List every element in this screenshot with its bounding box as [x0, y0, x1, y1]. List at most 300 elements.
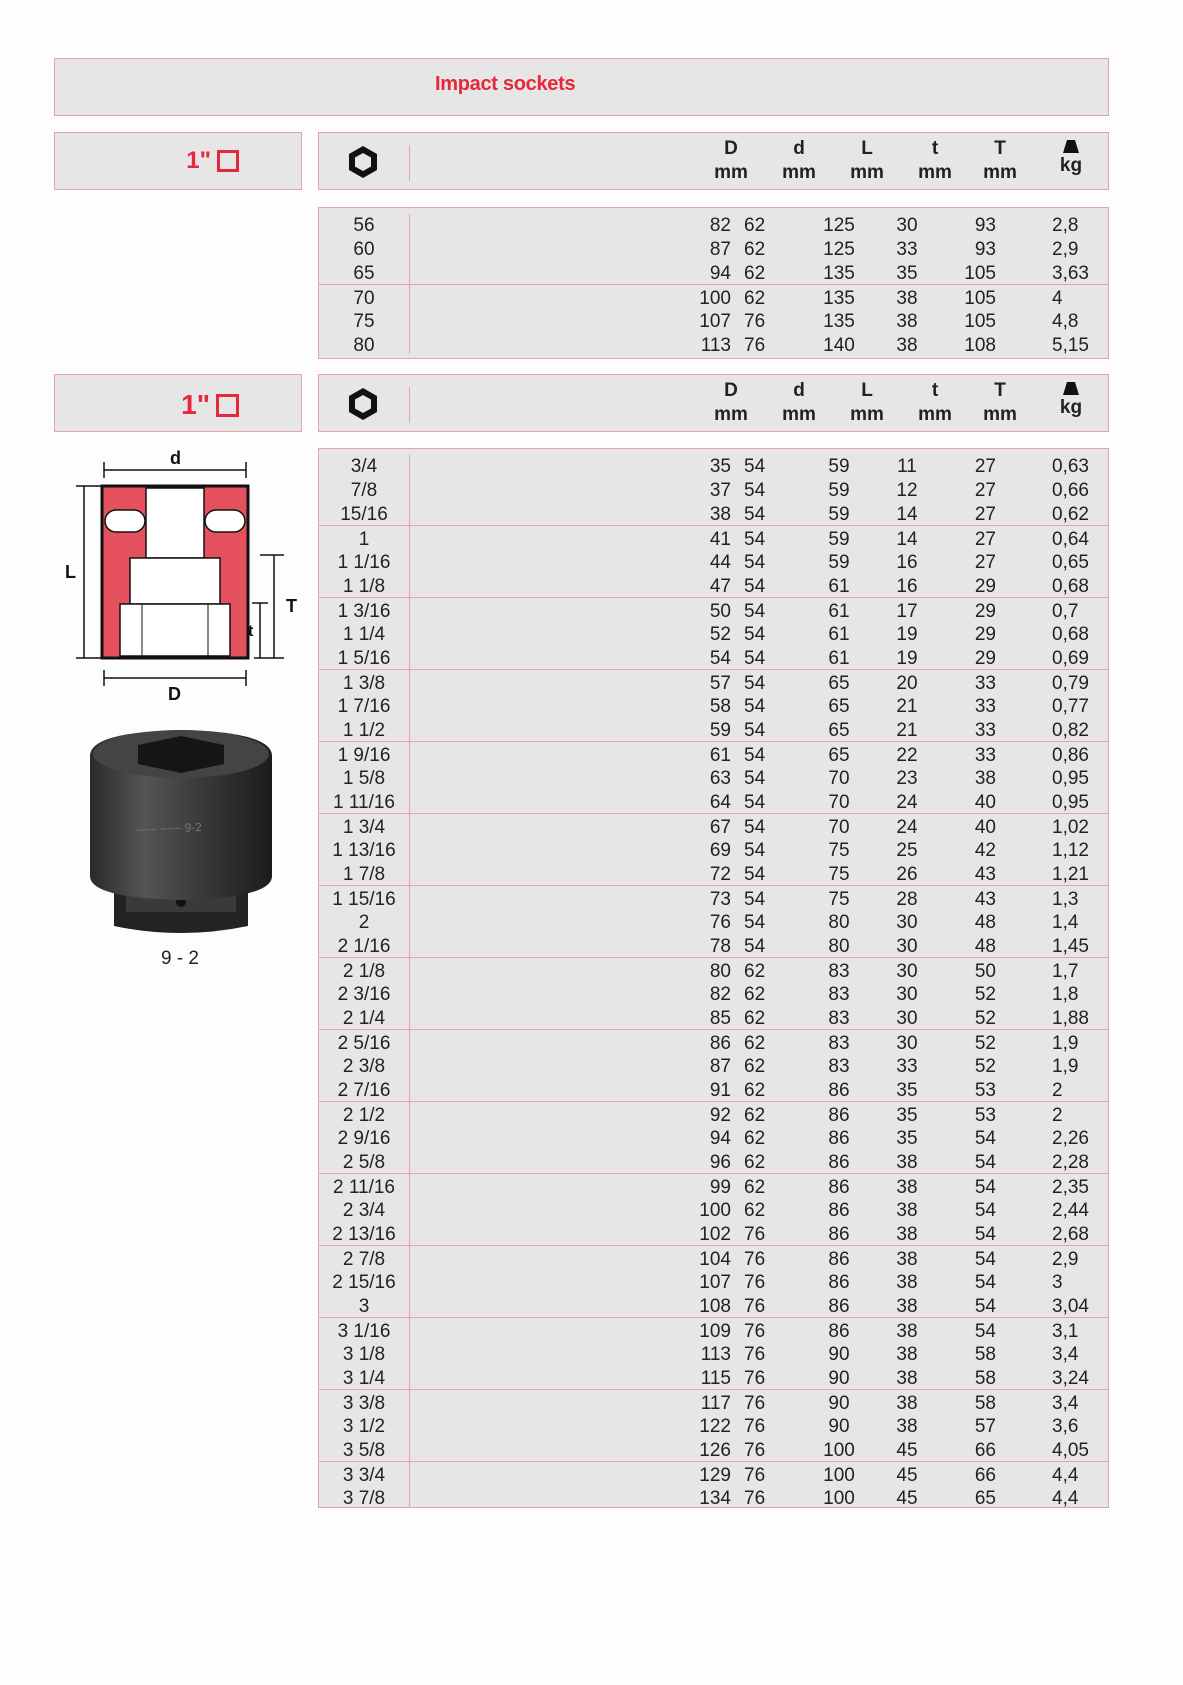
square-drive-icon — [216, 394, 239, 417]
diagram-label-L: L — [65, 562, 76, 582]
cell-kg: 4,4 — [1052, 1488, 1079, 1509]
cell-L: 135 — [823, 263, 855, 284]
cell-t: 38 — [896, 1249, 918, 1270]
table-row — [319, 765, 1108, 789]
cell-T: 57 — [974, 1416, 996, 1437]
diagram-label-t: t — [248, 623, 254, 640]
cell-kg: 2,68 — [1052, 1224, 1089, 1245]
col-header-d: d mm — [782, 138, 816, 183]
cell-T: 66 — [974, 1465, 996, 1486]
diagram-label-d: d — [170, 448, 181, 468]
cell-t: 30 — [896, 1008, 918, 1029]
cell-d: 62 — [744, 1152, 766, 1173]
cell-T: 40 — [974, 792, 996, 813]
table-row — [319, 933, 1108, 957]
cell-size: 1 11/16 — [333, 792, 395, 813]
col-header-D: D mm — [714, 138, 748, 183]
cell-kg: 3,1 — [1052, 1321, 1079, 1342]
cell-d: 54 — [744, 840, 766, 861]
cell-d: 54 — [744, 768, 766, 789]
cell-size: 1 1/8 — [342, 576, 386, 597]
cell-L: 135 — [823, 288, 855, 309]
cell-t: 19 — [896, 648, 918, 669]
cell-kg: 0,64 — [1052, 529, 1089, 550]
cell-kg: 2 — [1052, 1105, 1063, 1126]
hexagon-icon — [345, 386, 381, 422]
cell-t: 24 — [896, 792, 918, 813]
cell-t: 25 — [896, 840, 918, 861]
cell-D: 47 — [709, 576, 731, 597]
table-row — [319, 1029, 1108, 1054]
cell-D: 54 — [709, 648, 731, 669]
cell-T: 27 — [974, 504, 996, 525]
socket-dimension-diagram — [62, 448, 312, 704]
cell-d: 54 — [744, 889, 766, 910]
cell-D: 99 — [709, 1177, 731, 1198]
cell-size: 1 5/8 — [342, 768, 386, 789]
table-row — [319, 717, 1108, 741]
cell-t: 33 — [896, 239, 918, 260]
table-row — [319, 645, 1108, 669]
cell-D: 87 — [709, 239, 731, 260]
table-row — [319, 597, 1108, 622]
drive-size-label: 1" — [181, 389, 210, 420]
cell-L: 65 — [828, 720, 850, 741]
cell-D: 134 — [699, 1488, 731, 1509]
cell-t: 12 — [896, 480, 918, 501]
cell-D: 85 — [709, 1008, 731, 1029]
table-row — [319, 861, 1108, 885]
cell-D: 78 — [709, 936, 731, 957]
cell-L: 86 — [828, 1321, 850, 1342]
cell-t: 21 — [896, 696, 918, 717]
cell-L: 75 — [828, 889, 850, 910]
cell-kg: 0,95 — [1052, 768, 1089, 789]
cell-d: 62 — [744, 1056, 766, 1077]
cell-d: 62 — [744, 984, 766, 1005]
cell-D: 52 — [709, 624, 731, 645]
cell-size: 2 1/4 — [342, 1008, 386, 1029]
col-header-t: t mm — [918, 380, 952, 425]
cell-kg: 0,82 — [1052, 720, 1089, 741]
cell-size: 1 1/4 — [342, 624, 386, 645]
cell-t: 21 — [896, 720, 918, 741]
cell-t: 30 — [896, 961, 918, 982]
cell-T: 52 — [974, 984, 996, 1005]
cell-L: 86 — [828, 1249, 850, 1270]
cell-T: 66 — [974, 1440, 996, 1461]
cell-L: 83 — [828, 1008, 850, 1029]
cell-L: 59 — [828, 504, 850, 525]
cell-t: 23 — [896, 768, 918, 789]
table-row — [319, 789, 1108, 813]
table-row — [319, 693, 1108, 717]
table-row — [319, 573, 1108, 597]
cell-D: 80 — [709, 961, 731, 982]
cell-t: 38 — [896, 1272, 918, 1293]
cell-size: 56 — [353, 215, 375, 236]
cell-t: 35 — [896, 263, 918, 284]
cell-T: 54 — [974, 1296, 996, 1317]
cell-L: 65 — [828, 673, 850, 694]
cell-L: 100 — [823, 1465, 855, 1486]
cell-t: 19 — [896, 624, 918, 645]
cell-L: 90 — [828, 1393, 850, 1414]
cell-size: 15/16 — [340, 504, 388, 525]
cell-D: 113 — [700, 335, 731, 356]
col-header-t: t mm — [918, 138, 952, 183]
cell-d: 76 — [744, 1393, 766, 1414]
cell-d: 54 — [744, 817, 766, 838]
cell-L: 61 — [828, 648, 850, 669]
cell-t: 22 — [896, 745, 918, 766]
cell-D: 38 — [709, 504, 731, 525]
table-row — [319, 837, 1108, 861]
cell-L: 86 — [828, 1177, 850, 1198]
table-row — [319, 1005, 1108, 1029]
table-row — [319, 621, 1108, 645]
cell-D: 94 — [709, 1128, 731, 1149]
cell-T: 48 — [974, 912, 996, 933]
cell-T: 93 — [974, 239, 996, 260]
table-row — [319, 1437, 1108, 1461]
cell-kg: 0,69 — [1052, 648, 1089, 669]
cell-t: 14 — [896, 529, 918, 550]
cell-D: 96 — [709, 1152, 731, 1173]
cell-L: 65 — [828, 745, 850, 766]
cell-d: 62 — [744, 1008, 766, 1029]
cell-d: 54 — [744, 673, 766, 694]
cell-D: 82 — [709, 984, 731, 1005]
cell-kg: 1,9 — [1052, 1033, 1079, 1054]
cell-kg: 0,95 — [1052, 792, 1089, 813]
cell-L: 83 — [828, 1056, 850, 1077]
photo-caption: 9 - 2 — [160, 948, 200, 969]
cell-kg: 3,4 — [1052, 1344, 1079, 1365]
table-row — [319, 741, 1108, 766]
cell-size: 2 — [358, 912, 370, 933]
cell-d: 62 — [744, 1200, 766, 1221]
cell-kg: 4,05 — [1052, 1440, 1089, 1461]
cell-d: 76 — [744, 1465, 766, 1486]
cell-t: 17 — [896, 601, 918, 622]
cell-size: 3 3/8 — [342, 1393, 386, 1414]
cell-d: 76 — [744, 1344, 766, 1365]
cell-size: 1 15/16 — [332, 889, 396, 910]
cell-D: 92 — [709, 1105, 731, 1126]
hexagon-icon — [345, 144, 381, 180]
cell-kg: 0,66 — [1052, 480, 1089, 501]
table-row — [319, 501, 1108, 525]
cell-t: 24 — [896, 817, 918, 838]
cell-size: 70 — [353, 288, 375, 309]
cell-T: 54 — [974, 1177, 996, 1198]
cell-T: 27 — [974, 552, 996, 573]
cell-T: 54 — [974, 1152, 996, 1173]
cell-d: 54 — [744, 720, 766, 741]
cell-L: 59 — [828, 529, 850, 550]
cell-t: 38 — [896, 1152, 918, 1173]
table-row — [319, 1269, 1108, 1293]
cell-T: 29 — [974, 624, 996, 645]
drive-size — [181, 389, 239, 421]
cell-L: 125 — [823, 215, 855, 236]
cell-size: 2 7/16 — [337, 1080, 391, 1101]
cell-d: 62 — [744, 1128, 766, 1149]
cell-L: 75 — [828, 864, 850, 885]
cell-t: 30 — [896, 912, 918, 933]
cell-T: 29 — [974, 648, 996, 669]
cell-size: 2 5/8 — [342, 1152, 386, 1173]
cell-d: 54 — [744, 648, 766, 669]
cell-kg: 2 — [1052, 1080, 1063, 1101]
cell-kg: 1,88 — [1052, 1008, 1089, 1029]
cell-D: 109 — [699, 1321, 731, 1342]
col-header-d: d mm — [782, 380, 816, 425]
cell-size: 2 1/2 — [342, 1105, 386, 1126]
cell-T: 33 — [974, 696, 996, 717]
cell-L: 135 — [823, 311, 855, 332]
cell-L: 86 — [828, 1224, 850, 1245]
cell-kg: 1,12 — [1052, 840, 1089, 861]
cell-D: 64 — [709, 792, 731, 813]
cell-t: 38 — [896, 1177, 918, 1198]
cell-kg: 0,68 — [1052, 576, 1089, 597]
cell-d: 54 — [744, 745, 766, 766]
cell-T: 108 — [964, 335, 996, 356]
cell-D: 76 — [709, 912, 731, 933]
cell-T: 58 — [974, 1393, 996, 1414]
cell-d: 54 — [744, 456, 766, 477]
cell-size: 2 13/16 — [332, 1224, 396, 1245]
cell-L: 61 — [828, 601, 850, 622]
cell-t: 30 — [896, 984, 918, 1005]
cell-T: 50 — [974, 961, 996, 982]
drive-size-box-2 — [54, 374, 302, 432]
cell-t: 35 — [896, 1105, 918, 1126]
cell-d: 76 — [744, 335, 766, 356]
cell-size: 3 5/8 — [342, 1440, 386, 1461]
table-row — [319, 909, 1108, 933]
cell-T: 54 — [974, 1200, 996, 1221]
cell-D: 129 — [699, 1465, 731, 1486]
table-row — [319, 1317, 1108, 1342]
cell-D: 82 — [709, 215, 731, 236]
cell-T: 58 — [974, 1368, 996, 1389]
cell-size: 2 3/16 — [337, 984, 391, 1005]
cell-L: 90 — [828, 1344, 850, 1365]
table-header-2 — [318, 374, 1109, 432]
cell-kg: 2,9 — [1052, 1249, 1079, 1270]
title-bar — [54, 58, 1109, 116]
cell-T: 43 — [974, 864, 996, 885]
cell-kg: 4,8 — [1052, 311, 1079, 332]
cell-size: 75 — [353, 311, 375, 332]
col-header-D: D mm — [714, 380, 748, 425]
cell-t: 38 — [896, 1200, 918, 1221]
diagram-label-D: D — [168, 684, 181, 704]
socket-photo — [86, 726, 276, 940]
cell-T: 53 — [974, 1080, 996, 1101]
cell-L: 86 — [828, 1296, 850, 1317]
cell-kg: 3,4 — [1052, 1393, 1079, 1414]
socket-table-2 — [318, 448, 1109, 1508]
cell-d: 54 — [744, 576, 766, 597]
cell-D: 91 — [709, 1080, 731, 1101]
col-header-T: T mm — [983, 138, 1017, 183]
table-row — [319, 1389, 1108, 1414]
cell-size: 1 3/16 — [337, 601, 391, 622]
cell-D: 44 — [709, 552, 731, 573]
cell-d: 62 — [744, 1177, 766, 1198]
cell-T: 27 — [974, 529, 996, 550]
cell-kg: 2,28 — [1052, 1152, 1089, 1173]
table-row — [319, 1149, 1108, 1173]
table-row — [319, 1221, 1108, 1245]
cell-kg: 1,45 — [1052, 936, 1089, 957]
table-row — [319, 308, 1108, 332]
table-row — [319, 332, 1108, 356]
table-row — [319, 525, 1108, 550]
cell-d: 76 — [744, 311, 766, 332]
cell-size: 2 1/8 — [342, 961, 386, 982]
cell-d: 62 — [744, 263, 766, 284]
cell-D: 73 — [709, 889, 731, 910]
cell-kg: 2,44 — [1052, 1200, 1089, 1221]
cell-D: 61 — [709, 745, 731, 766]
cell-T: 40 — [974, 817, 996, 838]
cell-d: 76 — [744, 1249, 766, 1270]
cell-t: 38 — [896, 1368, 918, 1389]
cell-D: 107 — [699, 1272, 731, 1293]
weight-icon — [1061, 381, 1081, 396]
cell-L: 70 — [828, 817, 850, 838]
cell-L: 86 — [828, 1128, 850, 1149]
cell-size: 2 15/16 — [332, 1272, 396, 1293]
square-drive-icon — [217, 150, 239, 172]
cell-L: 86 — [828, 1272, 850, 1293]
cell-t: 38 — [896, 1296, 918, 1317]
col-header-L: L mm — [850, 380, 884, 425]
cell-T: 54 — [974, 1224, 996, 1245]
diagram-label-T: T — [286, 596, 297, 616]
cell-d: 62 — [744, 1080, 766, 1101]
cell-L: 125 — [823, 239, 855, 260]
table-row — [319, 1365, 1108, 1389]
cell-D: 108 — [699, 1296, 731, 1317]
table-row — [319, 1101, 1108, 1126]
table-row — [319, 669, 1108, 694]
cell-size: 3 1/16 — [337, 1321, 391, 1342]
cell-T: 105 — [964, 288, 996, 309]
cell-D: 87 — [709, 1056, 731, 1077]
cell-D: 86 — [709, 1033, 731, 1054]
cell-d: 76 — [744, 1296, 766, 1317]
cell-t: 11 — [897, 456, 917, 477]
table-row — [319, 1461, 1108, 1486]
cell-t: 38 — [896, 335, 918, 356]
cell-t: 38 — [896, 1224, 918, 1245]
cell-kg: 0,7 — [1052, 601, 1079, 622]
table-row — [319, 1077, 1108, 1101]
cell-kg: 3,24 — [1052, 1368, 1089, 1389]
table-row — [319, 260, 1108, 284]
cell-T: 58 — [974, 1344, 996, 1365]
cell-t: 14 — [896, 504, 918, 525]
col-header-kg: kg — [1041, 137, 1101, 178]
cell-size: 80 — [353, 335, 375, 356]
cell-D: 107 — [699, 311, 731, 332]
cell-t: 35 — [896, 1080, 918, 1101]
cell-t: 38 — [896, 288, 918, 309]
cell-size: 2 5/16 — [337, 1033, 391, 1054]
cell-t: 30 — [896, 215, 918, 236]
table-row — [319, 212, 1108, 236]
col-header-T: T mm — [983, 380, 1017, 425]
cell-t: 30 — [896, 936, 918, 957]
table-row — [319, 1413, 1108, 1437]
cell-t: 38 — [896, 311, 918, 332]
page-title: Impact sockets — [435, 73, 576, 95]
cell-d: 54 — [744, 864, 766, 885]
cell-kg: 0,86 — [1052, 745, 1089, 766]
cell-T: 33 — [974, 673, 996, 694]
cell-L: 65 — [828, 696, 850, 717]
cell-size: 1 13/16 — [332, 840, 396, 861]
cell-t: 45 — [896, 1440, 918, 1461]
drive-size-label: 1" — [186, 147, 211, 174]
cell-size: 2 11/16 — [333, 1177, 395, 1198]
cell-L: 59 — [828, 552, 850, 573]
table-row — [319, 1173, 1108, 1198]
cell-kg: 1,3 — [1052, 889, 1079, 910]
cell-kg: 1,8 — [1052, 984, 1079, 1005]
cell-size: 1 7/16 — [337, 696, 391, 717]
cell-size: 65 — [353, 263, 375, 284]
cell-kg: 1,4 — [1052, 912, 1079, 933]
cell-size: 60 — [353, 239, 375, 260]
cell-t: 45 — [896, 1465, 918, 1486]
cell-kg: 1,21 — [1052, 864, 1089, 885]
cell-D: 117 — [700, 1393, 731, 1414]
cell-L: 86 — [828, 1105, 850, 1126]
table-row — [319, 813, 1108, 838]
cell-size: 1 5/16 — [337, 648, 391, 669]
cell-L: 86 — [828, 1080, 850, 1101]
table-row — [319, 1341, 1108, 1365]
header-divider — [409, 145, 410, 181]
cell-t: 45 — [896, 1488, 918, 1509]
cell-T: 54 — [974, 1272, 996, 1293]
cell-size: 1 — [358, 529, 370, 550]
cell-T: 93 — [974, 215, 996, 236]
cell-d: 76 — [744, 1440, 766, 1461]
table-row — [319, 1293, 1108, 1317]
cell-kg: 2,8 — [1052, 215, 1079, 236]
cell-D: 59 — [709, 720, 731, 741]
cell-D: 50 — [709, 601, 731, 622]
cell-kg: 2,26 — [1052, 1128, 1089, 1149]
cell-T: 29 — [974, 576, 996, 597]
cell-d: 54 — [744, 601, 766, 622]
table-row — [319, 1245, 1108, 1270]
cell-D: 63 — [709, 768, 731, 789]
cell-kg: 4,4 — [1052, 1465, 1079, 1486]
table-row — [319, 284, 1108, 309]
cell-kg: 5,15 — [1052, 335, 1089, 356]
cell-D: 100 — [699, 288, 731, 309]
cell-L: 80 — [828, 936, 850, 957]
